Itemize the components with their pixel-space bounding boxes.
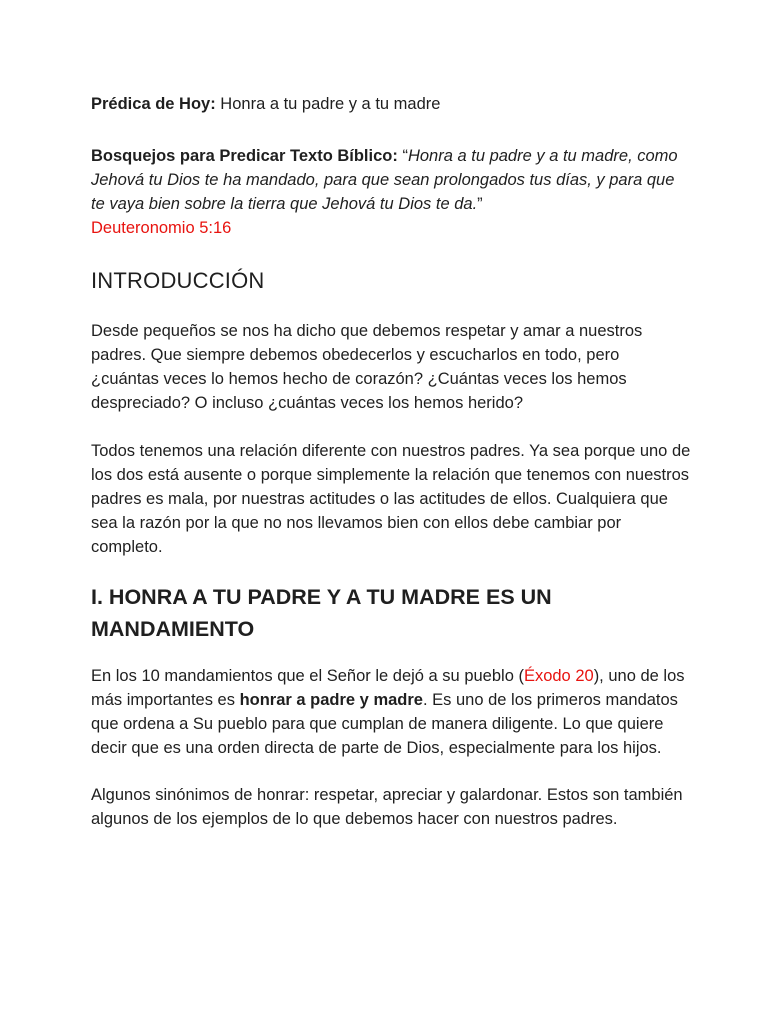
bosquejo-paragraph	[91, 144, 691, 240]
section-1-text-b: ), uno de los más importantes es	[91, 667, 685, 709]
intro-paragraph-1: Desde pequeños se nos ha dicho que debemos respetar y amar a nuestros padres. Que siempre debemos obedecerlos y escucharlos en todo, pero ¿cuántas veces lo hemos hecho de corazón? ¿Cuántas veces los hemos despreciado? O incluso ¿cuántas veces los hemos herido?	[91, 322, 643, 412]
bible-verse: Honra a tu padre y a tu madre, como Jehová tu Dios te ha mandado, para que sean prolongados tus días, y para que te vaya bien sobre la tierra que Jehová tu Dios te da.	[91, 147, 678, 213]
close-quote: ”	[477, 195, 483, 213]
section-1-paragraph-2: Algunos sinónimos de honrar: respetar, apreciar y galardonar. Estos son también algunos de los ejemplos de lo que debemos hacer con nuestros padres.	[91, 786, 683, 828]
section-1-bold-text: honrar a padre y madre	[239, 691, 423, 709]
section-1-text-a: En los 10 mandamientos que el Señor le dejó a su pueblo (	[91, 667, 524, 685]
introduccion-heading: INTRODUCCIÓN	[91, 268, 265, 293]
intro-paragraph-2: Todos tenemos una relación diferente con nuestros padres. Ya sea porque uno de los dos está ausente o porque simplemente la relación que tenemos con nuestros padres es mala, por nuestras actitudes o las actitudes de ellos. Cualquiera que sea la razón por la que no nos llevamos bien con ellos debe cambiar por completo.	[91, 442, 691, 556]
verse-reference-link[interactable]: Deuteronomio 5:16	[91, 219, 232, 237]
document-page	[91, 92, 691, 831]
bosquejo-label: Bosquejos para Predicar Texto Bíblico:	[91, 147, 398, 165]
exodo-reference-link[interactable]: Éxodo 20	[523, 667, 594, 685]
section-1-text-c: . Es uno de los primeros mandatos que ordena a Su pueblo para que cumplan de manera diligente. Lo que quiere decir que es una orden directa de parte de Dios, especialmente para los hijos.	[91, 691, 678, 757]
open-quote: “	[397, 147, 408, 165]
predica-line	[91, 92, 691, 116]
section-1-paragraph-1	[91, 664, 691, 760]
section-1-heading: I. HONRA A TU PADRE Y A TU MADRE ES UN MANDAMIENTO	[91, 585, 552, 641]
predica-label: Prédica de Hoy:	[91, 95, 216, 113]
predica-title: Honra a tu padre y a tu madre	[215, 95, 441, 113]
